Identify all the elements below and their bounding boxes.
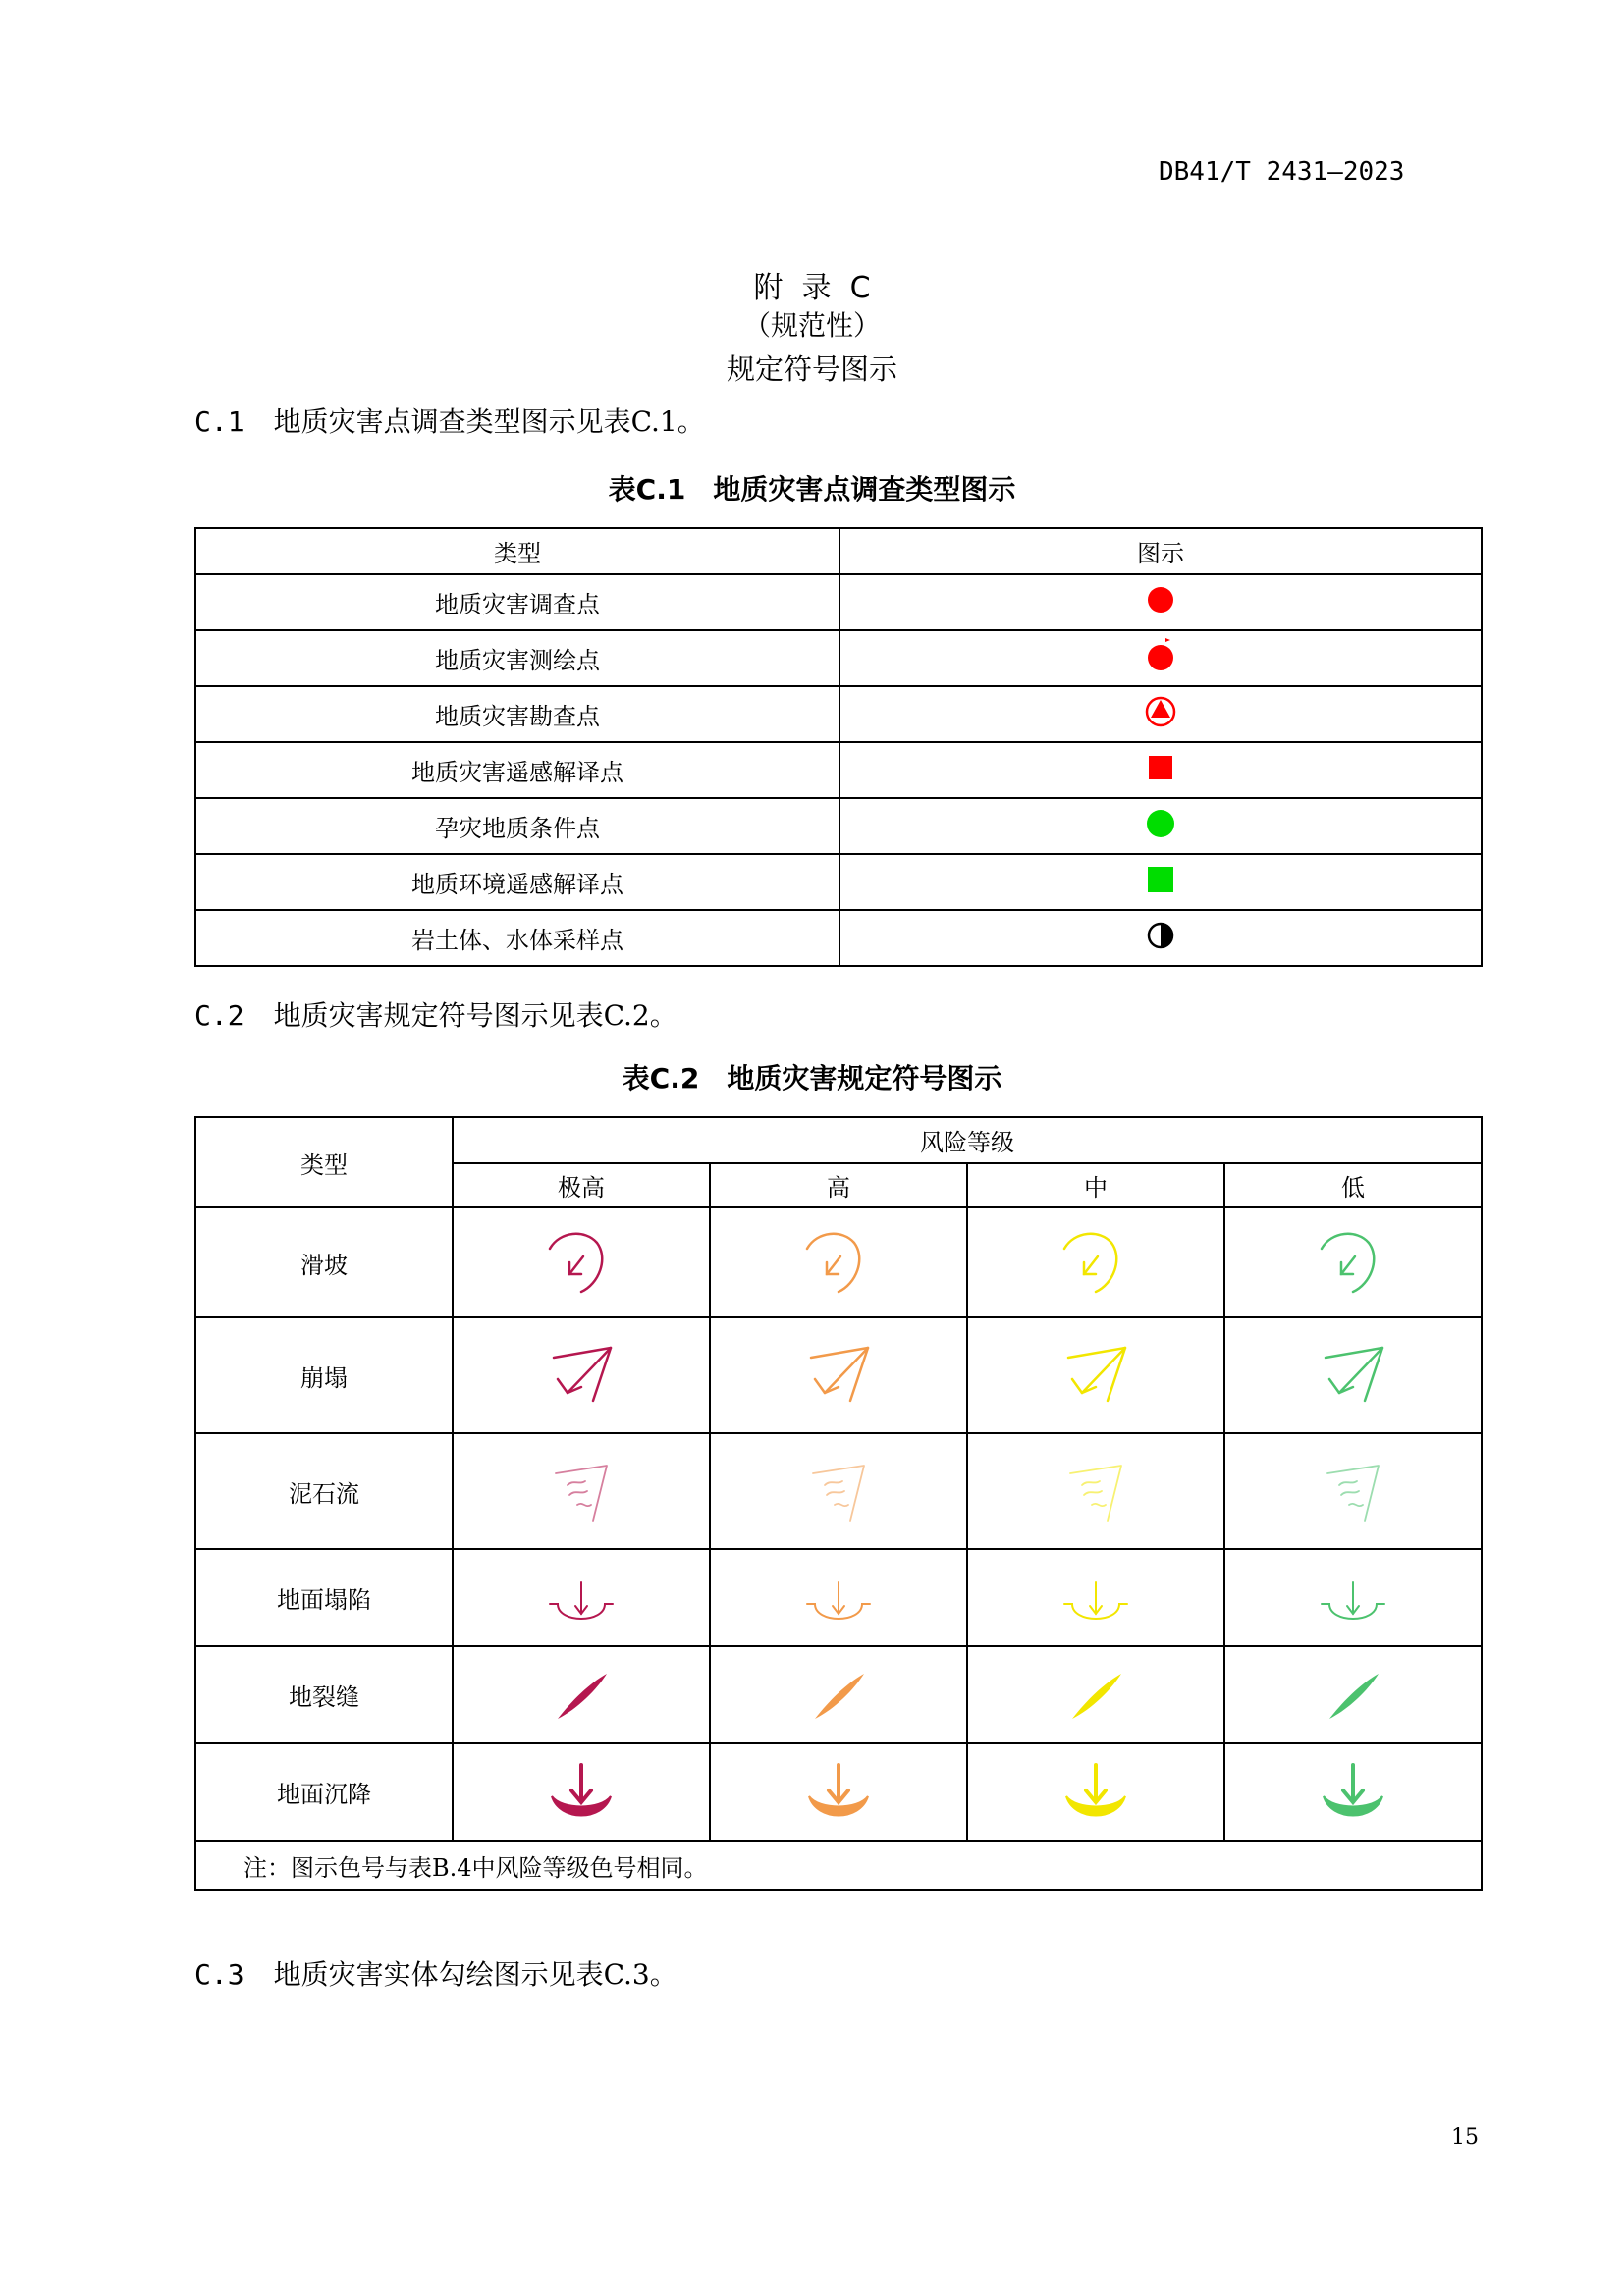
landslide-icon <box>799 1223 878 1302</box>
land-subsidence-icon <box>1056 1753 1135 1832</box>
appendix-subtitle: 规定符号图示 <box>726 352 897 386</box>
symbol-cell <box>967 1549 1224 1646</box>
table2-caption: 表C.2 地质灾害规定符号图示 <box>622 1062 1002 1095</box>
icon-cell <box>839 574 1482 630</box>
icon-cell <box>839 630 1482 686</box>
ground-fissure-icon <box>1314 1656 1392 1735</box>
table-header-row <box>195 528 1482 574</box>
debris-flow-icon <box>799 1452 878 1530</box>
risk-level-high: 高 <box>710 1163 967 1207</box>
type-cell: 滑坡 <box>195 1207 453 1317</box>
icon-cell <box>839 742 1482 798</box>
column-header-risk-level: 风险等级 <box>453 1117 1482 1163</box>
type-cell: 泥石流 <box>195 1433 453 1549</box>
symbol-cell <box>453 1433 710 1549</box>
landslide-icon <box>1056 1223 1135 1302</box>
symbol-cell <box>967 1433 1224 1549</box>
icon-cell <box>839 686 1482 742</box>
column-header-icon: 图示 <box>839 528 1482 574</box>
symbol-cell <box>453 1743 710 1841</box>
icon-cell <box>839 854 1482 910</box>
symbol-cell <box>710 1646 967 1743</box>
document-code: DB41/T 2431—2023 <box>1159 157 1405 187</box>
section-text: 地质灾害点调查类型图示见表C.1。 <box>273 405 705 438</box>
debris-flow-icon <box>1314 1452 1392 1530</box>
land-subsidence-icon <box>542 1753 621 1832</box>
ground-collapse-icon <box>799 1559 878 1637</box>
section-number: C.1 <box>194 405 244 438</box>
table-row <box>195 574 1482 630</box>
symbol-cell <box>967 1743 1224 1841</box>
symbol-cell <box>1224 1317 1482 1433</box>
ground-fissure-icon <box>799 1656 878 1735</box>
table-row <box>195 1646 1482 1743</box>
type-cell: 崩塌 <box>195 1317 453 1433</box>
ground-fissure-icon <box>1056 1656 1135 1735</box>
table-row <box>195 1743 1482 1841</box>
section-text: 地质灾害规定符号图示见表C.2。 <box>273 999 677 1032</box>
red-circle-flag-icon <box>1141 636 1180 675</box>
symbol-cell <box>710 1743 967 1841</box>
collapse-icon <box>799 1336 878 1415</box>
ground-collapse-icon <box>542 1559 621 1637</box>
table-row <box>195 1433 1482 1549</box>
green-square-icon <box>1141 860 1180 899</box>
type-cell: 孕灾地质条件点 <box>195 798 839 854</box>
collapse-icon <box>1314 1336 1392 1415</box>
section-c2 <box>194 994 677 1034</box>
symbol-cell <box>1224 1646 1482 1743</box>
risk-level-medium: 中 <box>967 1163 1224 1207</box>
collapse-icon <box>1056 1336 1135 1415</box>
table-row <box>195 742 1482 798</box>
red-square-icon <box>1141 748 1180 787</box>
type-cell: 地质灾害遥感解译点 <box>195 742 839 798</box>
symbol-cell <box>453 1646 710 1743</box>
column-header-type: 类型 <box>195 528 839 574</box>
appendix-nature: （规范性） <box>742 309 881 342</box>
landslide-icon <box>1314 1223 1392 1302</box>
table-note: 注：图示色号与表B.4中风险等级色号相同。 <box>195 1841 1482 1890</box>
green-circle-icon <box>1141 804 1180 843</box>
table-row <box>195 1317 1482 1433</box>
risk-level-low: 低 <box>1224 1163 1482 1207</box>
table-row <box>195 686 1482 742</box>
ground-collapse-icon <box>1314 1559 1392 1637</box>
icon-cell <box>839 798 1482 854</box>
section-text: 地质灾害实体勾绘图示见表C.3。 <box>273 1958 677 1991</box>
symbol-cell <box>453 1207 710 1317</box>
note-row <box>195 1841 1482 1890</box>
debris-flow-icon <box>542 1452 621 1530</box>
ground-fissure-icon <box>542 1656 621 1735</box>
table-row <box>195 798 1482 854</box>
risk-level-very-high: 极高 <box>453 1163 710 1207</box>
section-c1 <box>194 400 705 440</box>
land-subsidence-icon <box>1314 1753 1392 1832</box>
table-row <box>195 1549 1482 1646</box>
type-cell: 地面塌陷 <box>195 1549 453 1646</box>
red-circle-icon <box>1141 580 1180 619</box>
hazard-symbol-table <box>194 1116 1483 1891</box>
symbol-cell <box>453 1549 710 1646</box>
symbol-cell <box>710 1207 967 1317</box>
type-cell: 地质灾害勘查点 <box>195 686 839 742</box>
section-number: C.3 <box>194 1958 244 1991</box>
table-row <box>195 854 1482 910</box>
table-row <box>195 1207 1482 1317</box>
symbol-cell <box>967 1646 1224 1743</box>
symbol-cell <box>710 1317 967 1433</box>
symbol-cell <box>1224 1433 1482 1549</box>
symbol-cell <box>710 1433 967 1549</box>
symbol-cell <box>1224 1549 1482 1646</box>
page-number: 15 <box>1451 2125 1479 2150</box>
ground-collapse-icon <box>1056 1559 1135 1637</box>
symbol-cell <box>710 1549 967 1646</box>
debris-flow-icon <box>1056 1452 1135 1530</box>
landslide-icon <box>542 1223 621 1302</box>
half-filled-circle-icon <box>1141 916 1180 955</box>
table-row <box>195 630 1482 686</box>
red-circle-triangle-icon <box>1141 692 1180 731</box>
table1-caption: 表C.1 地质灾害点调查类型图示 <box>608 473 1016 506</box>
collapse-icon <box>542 1336 621 1415</box>
appendix-title: 附 录 C <box>753 271 871 305</box>
symbol-cell <box>967 1317 1224 1433</box>
symbol-cell <box>1224 1207 1482 1317</box>
column-header-type: 类型 <box>195 1117 453 1207</box>
symbol-cell <box>967 1207 1224 1317</box>
type-cell: 地质灾害测绘点 <box>195 630 839 686</box>
type-cell: 地裂缝 <box>195 1646 453 1743</box>
section-c3 <box>194 1953 677 1993</box>
type-cell: 岩土体、水体采样点 <box>195 910 839 966</box>
symbol-cell <box>1224 1743 1482 1841</box>
table-row <box>195 910 1482 966</box>
survey-type-table <box>194 527 1483 967</box>
type-cell: 地面沉降 <box>195 1743 453 1841</box>
table-header-row <box>195 1117 1482 1163</box>
land-subsidence-icon <box>799 1753 878 1832</box>
section-number: C.2 <box>194 999 244 1032</box>
icon-cell <box>839 910 1482 966</box>
type-cell: 地质环境遥感解译点 <box>195 854 839 910</box>
symbol-cell <box>453 1317 710 1433</box>
type-cell: 地质灾害调查点 <box>195 574 839 630</box>
